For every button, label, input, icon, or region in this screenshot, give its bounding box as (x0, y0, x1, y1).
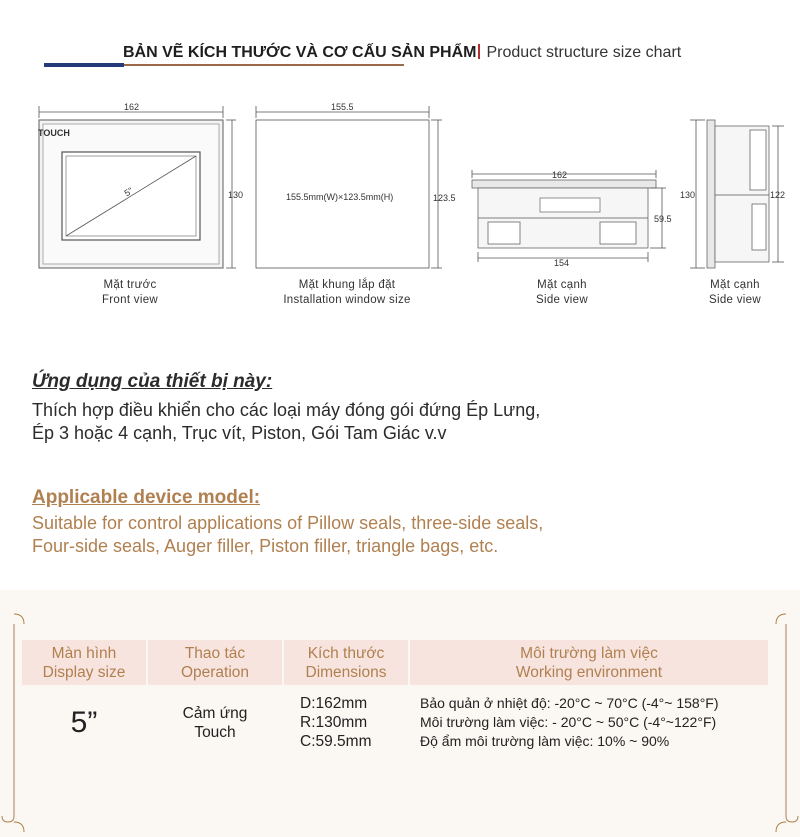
env-humidity: Độ ẩm môi trường làm việc: 10% ~ 90% (420, 733, 670, 749)
cell-operation-en: Touch (194, 723, 236, 741)
front-screen-size-label: 5" (122, 185, 135, 199)
cutout-view-drawing (256, 106, 442, 268)
side2-view-caption (688, 278, 782, 308)
header-underline-brown (124, 64, 404, 66)
application-vi-line2: Ép 3 hoặc 4 cạnh, Trục vít, Piston, Gói Tam Giác v.v (32, 423, 447, 443)
cutout-caption-en: Installation window size (283, 294, 411, 306)
header-operation (148, 640, 282, 685)
cell-operation (148, 685, 282, 760)
cell-dimensions (300, 685, 408, 760)
side-caption-vi: Mặt cạnh (537, 279, 587, 291)
side2-caption-en: Side view (709, 294, 761, 306)
side-view-caption (502, 278, 622, 308)
dimension-height: C:59.5mm (300, 733, 372, 750)
cell-operation-vi: Cảm ứng (182, 704, 248, 722)
header-operation-en: Operation (180, 663, 250, 681)
header-title-en: Product structure size chart (486, 44, 682, 61)
cutout-inner-text: 155.5mm(W)×123.5mm(H) (286, 192, 394, 202)
header-environment (410, 640, 768, 685)
cell-display-size: 5” (70, 705, 98, 739)
env-operating-temp: Môi trường làm việc: - 20°C ~ 50°C (-4°~122°F) (420, 714, 717, 730)
header-dimensions-vi: Kích thước (307, 644, 385, 662)
dimension-width: R:130mm (300, 714, 368, 731)
header-dimensions-en: Dimensions (305, 663, 387, 681)
side-width-label: 162 (552, 170, 568, 180)
side-caption-en: Side view (536, 294, 588, 306)
section-header (0, 38, 800, 78)
cutout-height-label: 123.5 (433, 193, 456, 203)
header-separator (478, 44, 480, 59)
dimension-depth: D:162mm (300, 695, 368, 712)
application-en-line2: Four-side seals, Auger filler, Piston filler, triangle bags, etc. (32, 536, 499, 556)
cell-environment (420, 685, 768, 760)
spec-table (22, 640, 768, 760)
header-environment-vi: Môi trường làm việc (520, 644, 658, 662)
front-brand-label: TOUCH (38, 128, 70, 138)
header-operation-vi: Thao tác (184, 644, 246, 662)
env-storage-temp: Bảo quản ở nhiệt độ: -20°C ~ 70°C (-4°~ 158°F) (420, 695, 719, 711)
cutout-width-label: 155.5 (331, 102, 354, 112)
header-display-size (22, 640, 146, 685)
header-environment-en: Working environment (515, 663, 663, 681)
side-bottom-label: 154 (554, 258, 570, 268)
dimension-drawings (0, 100, 800, 320)
header-underline-blue (44, 63, 124, 67)
front-height-label: 130 (228, 190, 244, 200)
application-title-vi: Ứng dụng của thiết bị này: (32, 371, 273, 392)
application-vi-line1: Thích hợp điều khiển cho các loại máy đóng gói đứng Ép Lưng, (32, 400, 541, 420)
application-title-en: Applicable device model: (32, 487, 261, 508)
application-text-en (32, 512, 782, 558)
header-display-size-en: Display size (42, 663, 126, 681)
side2-inner-height-label: 122 (770, 190, 786, 200)
front-width-label: 162 (124, 102, 140, 112)
cutout-view-caption (262, 278, 432, 308)
header-display-size-vi: Màn hình (51, 644, 117, 662)
side-view-drawing (472, 170, 666, 262)
front-view-caption (60, 278, 200, 308)
side2-height-label: 130 (680, 190, 696, 200)
front-caption-en: Front view (101, 294, 159, 306)
cutout-caption-vi: Mặt khung lắp đặt (298, 279, 396, 291)
front-caption-vi: Mặt trước (103, 279, 157, 291)
application-en-line1: Suitable for control applications of Pillow seals, three-side seals, (32, 513, 544, 533)
side-depth-label: 59.5 (654, 214, 672, 224)
side2-caption-vi: Mặt cạnh (710, 279, 760, 291)
application-text-vi (32, 399, 772, 445)
header-dimensions (284, 640, 408, 685)
header-title-vi: BẢN VẼ KÍCH THƯỚC VÀ CƠ CẤU SẢN PHẨM (123, 44, 477, 61)
header-title (123, 44, 681, 62)
